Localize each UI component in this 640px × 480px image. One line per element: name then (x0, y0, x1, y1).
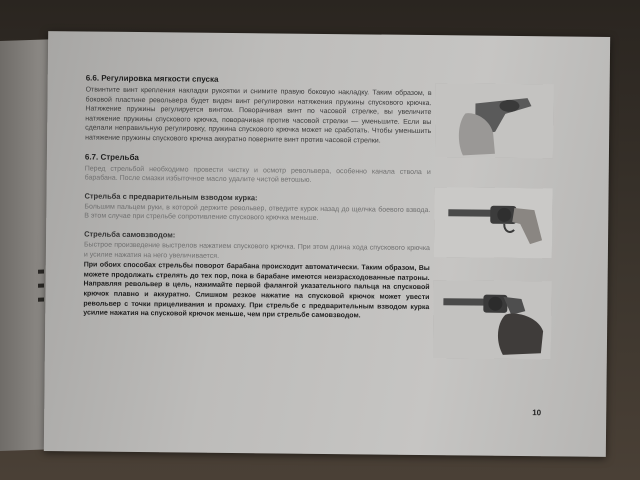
section-heading-trigger-adjustment: 6.6. Регулировка мягкости спуска (85, 73, 219, 84)
cocked-shooting-paragraph: Большим пальцем руки, в которой держите револьвер, отведите курок назад до щелчка боевого взвода. В этом случае при стрельбе сопротивление спускового крючка меньше. (84, 203, 431, 223)
shooting-intro-paragraph: Перед стрельбой необходимо провести чистку и осмотр револьвера, особенно канала ствола и барабана. После смазки избыточное масло удалите чистой ветошью. (84, 165, 431, 184)
page-number: 10 (532, 408, 542, 418)
manual-page (44, 31, 610, 457)
subheading-double-action-shooting: Стрельба самовзводом: (84, 229, 176, 240)
revolver-side-photo (434, 187, 553, 258)
revolver-hand-grip-photo (433, 280, 552, 359)
double-action-paragraph-2: При обоих способах стрельбы поворот барабана происходит автоматически. Таким образом, Вы можете продолжать стрелять до тех пор, пока в барабане имеются неизрасходованные патроны. Направляя револьвер в цель, нажимайте первой фалангой указательного пальца на спусковой крючок плавно и аккуратно. Слишком резкое нажатие на спусковой крючок может увести револьвер с точки прицеливания и промаху. При стрельбе с предварительным взводом курка усилие нажатия на спусковой крючок меньше, чем при стрельбе самовзводом. (83, 261, 430, 320)
trigger-adjustment-paragraph: Отвинтите винт крепления накладки рукоятки и снимите правую боковую накладку. Таким образом, в боковой пластине револьвера будет виден винт регулировки натяжения пружины спускового крючка. Натяжение пружины регулируется винтом. Поворачивая винт по часовой стрелке, вы увеличите натяжение пружины спускового крючка, поворачивая против часовой стрелки — уменьшите. Если вы сделали неправильную регулировку, пружина спускового крючка может не сработать. Чтобы уменьшить натяжение пружины спускового крючка аккуратно поверните винт против часовой стрелки. (85, 86, 432, 145)
subheading-cocked-shooting: Стрельба с предварительным взводом курка: (84, 191, 258, 203)
double-action-paragraph-1: Быстрое произведение выстрелов нажатием спускового крючка. При этом длина хода спускового крючка и усилие нажатия на него увеличивается. (83, 241, 430, 260)
text-column (83, 73, 432, 321)
section-heading-shooting: 6.7. Стрельба (84, 152, 139, 162)
revolver-grip-photo (435, 83, 554, 158)
